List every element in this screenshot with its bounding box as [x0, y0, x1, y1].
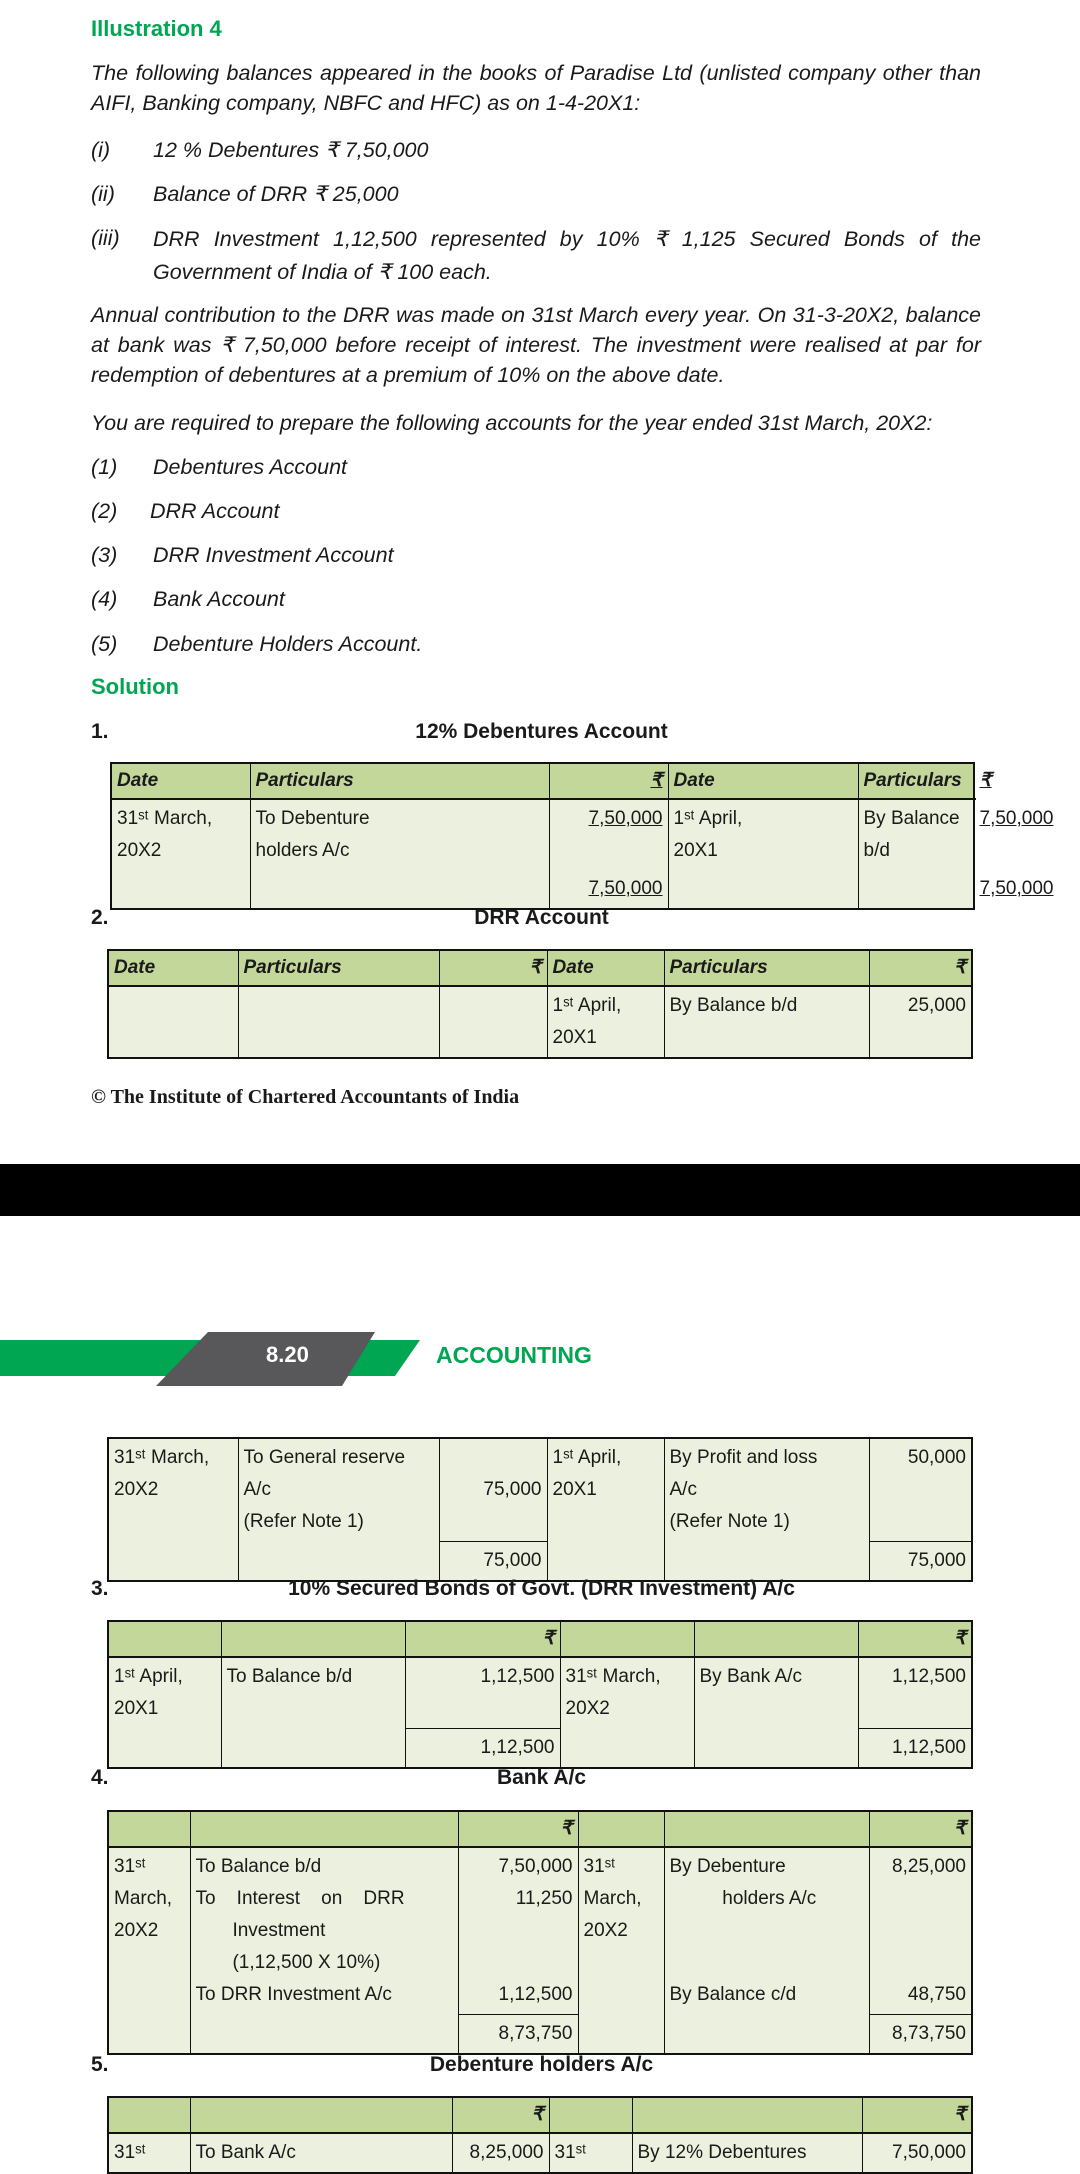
- date-text: 1ˢᵗ April, 20X1: [552, 995, 622, 1048]
- table-header-row: [108, 1811, 972, 1847]
- account-number: 4.: [91, 1766, 109, 1789]
- particulars-text: Particulars: [669, 957, 768, 978]
- credit-amount-cell: [869, 1438, 972, 1541]
- credit-date-cell: [560, 1621, 694, 1657]
- contribution-paragraph: Annual contribution to the DRR was made on 31st March every year. On 31-3-20X2, balance at bank was ₹ 7,50,000 before receipt of interest. The investment were realised at par for redemption of debentures at a premium of 10% on the above date.: [91, 303, 981, 387]
- ledger-table: [107, 1437, 973, 1582]
- amount-text: 7,50,000: [979, 808, 1054, 829]
- debit-amount-cell: [405, 1728, 560, 1768]
- debit-amount-cell: [439, 986, 547, 1058]
- amount-text: 7,50,000: [892, 2142, 966, 2163]
- credit-particulars-cell: [664, 950, 869, 986]
- credit-particulars-cell: [632, 2097, 862, 2133]
- credit-amount-cell: [858, 1621, 972, 1657]
- debit-date-cell: [108, 1621, 221, 1657]
- ledger-table: [107, 1810, 973, 2055]
- date-text: 1ˢᵗ April, 20X1: [552, 1447, 622, 1500]
- credit-amount-cell: [858, 1657, 972, 1728]
- debit-amount-cell: [439, 950, 547, 986]
- debit-date-cell: [108, 2097, 190, 2133]
- credit-amount-cell: [862, 2097, 972, 2133]
- credit-date-cell: [547, 986, 664, 1058]
- amount-text: ₹: [953, 1628, 966, 1649]
- debit-date-cell: [108, 1847, 190, 2015]
- amount-text: 75,000: [483, 1549, 542, 1571]
- amount-text: 7,50,000 11,250 1,12,500: [498, 1856, 573, 2005]
- page-header-banner: [0, 1330, 430, 1386]
- particulars-text: Particulars: [863, 770, 962, 791]
- credit-date-cell: [578, 1847, 664, 2015]
- ledger-table: [107, 949, 973, 1059]
- credit-date-cell: [578, 2015, 664, 2055]
- debit-date-cell: [111, 799, 250, 870]
- debit-amount-cell: [439, 1541, 547, 1581]
- date-text: Date: [114, 957, 156, 978]
- account-title: Debenture holders A/c: [429, 2053, 654, 2076]
- date-text: 31ˢᵗ March, 20X2: [583, 1856, 642, 1941]
- credit-particulars-cell: [694, 1657, 858, 1728]
- table-row: [108, 1657, 972, 1728]
- credit-particulars-cell: [664, 1811, 869, 1847]
- amount-text: ₹: [529, 957, 542, 978]
- particulars-text: By Balance b/d: [863, 808, 965, 861]
- credit-date-cell: [668, 870, 858, 909]
- total-row: [108, 1728, 972, 1768]
- credit-particulars-cell: [664, 1438, 869, 1541]
- amount-text: 1,12,500: [892, 1736, 966, 1758]
- account-title: Bank A/c: [496, 1766, 587, 1789]
- table-row: [108, 986, 972, 1058]
- debit-date-cell: [108, 1657, 221, 1728]
- credit-particulars-cell: [632, 2133, 862, 2173]
- debit-date-cell: [111, 763, 250, 799]
- credit-amount-cell: [862, 2133, 972, 2173]
- credit-amount-cell: [869, 1847, 972, 2015]
- amount-text: 75,000: [907, 1549, 966, 1571]
- table-row: [111, 870, 974, 909]
- account-number: 1.: [91, 720, 109, 743]
- debit-particulars-cell: [190, 2097, 452, 2133]
- ledger-table: [107, 2096, 973, 2174]
- debit-particulars-cell: [238, 950, 439, 986]
- debit-date-cell: [108, 2015, 190, 2055]
- date-text: 31ˢᵗ: [114, 2142, 146, 2163]
- amount-text: ₹: [953, 2104, 966, 2125]
- required-item: DRR Account: [150, 499, 280, 523]
- debit-amount-cell: [452, 2133, 549, 2173]
- credit-amount-cell: [869, 950, 972, 986]
- debit-particulars-cell: [221, 1657, 405, 1728]
- required-num: (1): [91, 455, 118, 479]
- copyright-footer: © The Institute of Chartered Accountants of India: [91, 1086, 520, 1108]
- page-number: 8.20: [266, 1342, 309, 1367]
- debit-date-cell: [108, 986, 238, 1058]
- particulars-text: Particulars: [255, 770, 354, 791]
- credit-amount-cell: [869, 986, 972, 1058]
- amount-text: ₹: [979, 770, 992, 791]
- table-header-row: [108, 950, 972, 986]
- table-header-row: [108, 2097, 972, 2133]
- required-item: Debentures Account: [153, 455, 348, 479]
- particulars-text: By Balance b/d: [669, 995, 798, 1016]
- debit-amount-cell: [452, 2097, 549, 2133]
- debit-date-cell: [108, 1541, 238, 1581]
- credit-particulars-cell: [664, 2015, 869, 2055]
- debit-particulars-cell: [190, 2015, 458, 2055]
- amount-text: 25,000: [907, 995, 966, 1016]
- credit-amount-cell: [858, 1728, 972, 1768]
- debit-date-cell: [108, 2133, 190, 2173]
- credit-particulars-cell: [664, 986, 869, 1058]
- amount-text: 7,50,000: [979, 878, 1054, 899]
- date-text: 1ˢᵗ April, 20X1: [673, 808, 743, 861]
- credit-date-cell: [578, 1811, 664, 1847]
- required-item: DRR Investment Account: [153, 543, 394, 567]
- date-text: Date: [552, 957, 594, 978]
- total-row: [108, 2015, 972, 2055]
- debit-particulars-cell: [250, 763, 549, 799]
- debit-amount-cell: [458, 2015, 578, 2055]
- debit-date-cell: [108, 1811, 190, 1847]
- account-number: 2.: [91, 906, 109, 929]
- account-number: 3.: [91, 1577, 109, 1600]
- debit-particulars-cell: [190, 2133, 452, 2173]
- credit-date-cell: [549, 2097, 632, 2133]
- debit-amount-cell: [458, 1847, 578, 2015]
- table-row: [108, 2133, 972, 2173]
- credit-amount-cell: [869, 1541, 972, 1581]
- account-title: 10% Secured Bonds of Govt. (DRR Investment) A/c: [288, 1577, 795, 1600]
- particulars-text: By Bank A/c: [699, 1666, 802, 1687]
- debit-amount-cell: [458, 1811, 578, 1847]
- particulars-text: By Debenture holders A/c By Balance c/d: [669, 1856, 817, 2005]
- amount-text: 1,12,500: [480, 1736, 555, 1758]
- amount-text: ₹: [650, 770, 663, 791]
- balance-item: 12 % Debentures ₹ 7,50,000: [153, 138, 429, 162]
- solution-title: Solution: [91, 674, 179, 699]
- illustration-title: Illustration 4: [91, 16, 222, 41]
- particulars-text: By 12% Debentures: [637, 2142, 807, 2163]
- credit-particulars-cell: [694, 1728, 858, 1768]
- debit-particulars-cell: [238, 1541, 439, 1581]
- debit-particulars-cell: [238, 1438, 439, 1541]
- credit-date-cell: [547, 1541, 664, 1581]
- balance-item: Balance of DRR ₹ 25,000: [153, 182, 399, 206]
- account-number: 5.: [91, 2053, 109, 2076]
- balance-item: DRR Investment 1,12,500 represented by 10% ₹ 1,125 Secured Bonds of the Government of India of ₹ 100 each.: [153, 227, 981, 284]
- table-row: [111, 799, 974, 870]
- amount-text: ₹: [953, 1818, 966, 1839]
- date-text: 31ˢᵗ March, 20X2: [114, 1856, 173, 1941]
- particulars-text: To Bank A/c: [195, 2142, 296, 2163]
- debit-date-cell: [108, 1438, 238, 1541]
- credit-amount-cell: [869, 2015, 972, 2055]
- credit-amount-cell: [869, 1811, 972, 1847]
- amount-text: 7,50,000: [588, 878, 663, 899]
- required-num: (3): [91, 543, 118, 567]
- amount-text: 8,25,000: [469, 2142, 544, 2163]
- particulars-text: To Debenture holders A/c: [255, 808, 370, 861]
- table-header-row: [108, 1621, 972, 1657]
- credit-date-cell: [668, 799, 858, 870]
- particulars-text: By Profit and loss A/c (Refer Note 1): [669, 1447, 818, 1532]
- debit-particulars-cell: [190, 1847, 458, 2015]
- particulars-text: Particulars: [243, 957, 342, 978]
- amount-text: ₹: [560, 1818, 573, 1839]
- account-title: DRR Account: [474, 906, 609, 929]
- balance-num: (i): [91, 138, 111, 162]
- amount-text: ₹: [953, 957, 966, 978]
- debit-amount-cell: [439, 1438, 547, 1541]
- credit-particulars-cell: [664, 1541, 869, 1581]
- debit-amount-cell: [405, 1657, 560, 1728]
- debit-particulars-cell: [190, 1811, 458, 1847]
- credit-particulars-cell: [858, 799, 974, 870]
- credit-particulars-cell: [664, 1847, 869, 2015]
- required-num: (5): [91, 632, 118, 656]
- ledger-table: [110, 762, 1054, 910]
- debit-date-cell: [108, 1728, 221, 1768]
- amount-text: 50,000: [907, 1447, 966, 1468]
- debit-date-cell: [108, 950, 238, 986]
- table-header-row: [111, 763, 974, 799]
- required-num: (4): [91, 587, 118, 611]
- page-break-band: [0, 1164, 1080, 1216]
- date-text: Date: [673, 770, 715, 791]
- debit-amount-cell: [549, 870, 668, 909]
- credit-date-cell: [549, 2133, 632, 2173]
- table-row: [108, 1847, 972, 2015]
- date-text: 31ˢᵗ: [554, 2142, 587, 2163]
- debit-amount-cell: [549, 763, 668, 799]
- credit-date-cell: [547, 950, 664, 986]
- credit-particulars-cell: [858, 763, 974, 799]
- date-text: 31ˢᵗ March, 20X2: [117, 808, 213, 861]
- amount-text: 1,12,500: [480, 1666, 555, 1687]
- required-item: Bank Account: [153, 587, 285, 611]
- date-text: 31ˢᵗ March, 20X2: [114, 1447, 210, 1500]
- amount-text: 8,25,000 48,750: [892, 1856, 966, 2005]
- total-row: [108, 1541, 972, 1581]
- particulars-text: To Balance b/d To Interest on DRR Investment (1,12,500 X 10%) To DRR Investment A/c: [195, 1856, 405, 2005]
- balance-num: (ii): [91, 182, 115, 206]
- required-item: Debenture Holders Account.: [153, 632, 423, 656]
- particulars-text: To Balance b/d: [226, 1666, 353, 1687]
- amount-text: ₹: [531, 2104, 544, 2125]
- debit-amount-cell: [405, 1621, 560, 1657]
- debit-particulars-cell: [221, 1728, 405, 1768]
- table-row: [108, 1438, 972, 1541]
- intro-paragraph: The following balances appeared in the books of Paradise Ltd (unlisted company other than AIFI, Banking company, NBFC and HFC) as on 1-4-20X1:: [91, 61, 981, 115]
- credit-date-cell: [560, 1728, 694, 1768]
- debit-particulars-cell: [250, 870, 549, 909]
- debit-particulars-cell: [250, 799, 549, 870]
- particulars-text: To General reserve A/c (Refer Note 1): [243, 1447, 406, 1532]
- amount-text: 75,000: [483, 1479, 542, 1500]
- requirement-paragraph: You are required to prepare the following accounts for the year ended 31st March, 20X2:: [91, 411, 933, 435]
- subject-title: ACCOUNTING: [436, 1342, 592, 1368]
- ledger-table: [107, 1620, 973, 1769]
- balance-num: (iii): [91, 226, 120, 250]
- amount-text: 1,12,500: [892, 1666, 966, 1687]
- credit-particulars-cell: [694, 1621, 858, 1657]
- credit-date-cell: [668, 763, 858, 799]
- amount-text: 7,50,000: [588, 808, 663, 829]
- amount-text: 8,73,750: [498, 2023, 573, 2044]
- date-text: Date: [117, 770, 159, 791]
- date-text: 1ˢᵗ April, 20X1: [114, 1666, 183, 1719]
- amount-text: ₹: [542, 1628, 555, 1649]
- debit-particulars-cell: [238, 986, 439, 1058]
- credit-date-cell: [547, 1438, 664, 1541]
- debit-amount-cell: [549, 799, 668, 870]
- account-title: 12% Debentures Account: [415, 720, 668, 743]
- debit-particulars-cell: [221, 1621, 405, 1657]
- credit-particulars-cell: [858, 870, 974, 909]
- credit-date-cell: [560, 1657, 694, 1728]
- debit-date-cell: [111, 870, 250, 909]
- required-num: (2): [91, 499, 118, 523]
- amount-text: 8,73,750: [892, 2023, 966, 2044]
- date-text: 31ˢᵗ March, 20X2: [565, 1666, 661, 1719]
